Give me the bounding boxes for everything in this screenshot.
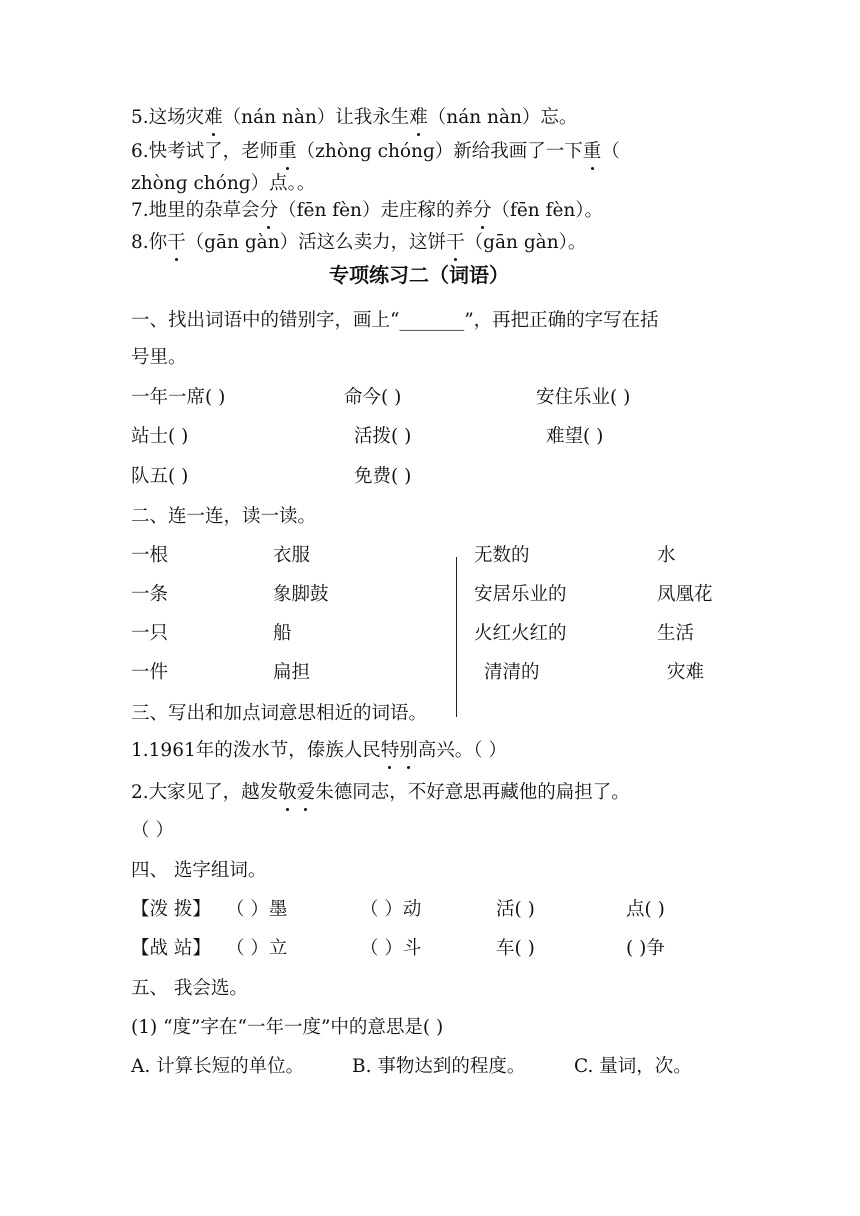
match-left-measure: 一根 <box>131 545 169 566</box>
q8-text: 8.你 <box>131 232 168 253</box>
question-6 <box>131 140 620 164</box>
q8-dotted-char: 干 <box>167 232 186 253</box>
section5-q1: (1) “度”字在“一年一度”中的意思是( ) <box>131 1017 444 1038</box>
word-blank: （ ）动 <box>360 899 422 920</box>
q8-dotted-char: 干 <box>446 232 465 253</box>
match-right-noun: 凤凰花 <box>657 584 713 605</box>
word-blank: （ ）斗 <box>360 938 422 959</box>
q5-text: （nán nàn）让我永生 <box>222 107 410 128</box>
divider-line <box>456 557 457 717</box>
match-right-adj: 清清的 <box>484 662 540 683</box>
option-a: A. 计算长短的单位。 <box>131 1056 305 1077</box>
q6-text: （zhònɡ chónɡ）新给我画了一下 <box>296 141 583 162</box>
q7-text: 7.地里的杂草会 <box>131 200 260 221</box>
q6-dotted-char: 重 <box>582 141 602 162</box>
q5-text: 5.这场灾 <box>131 107 205 128</box>
match-left-noun: 衣服 <box>273 545 311 566</box>
question-6-cont: zhònɡ chónɡ）点。。 <box>131 173 316 194</box>
match-left-measure: 一件 <box>131 662 169 683</box>
word-blank: （ ）立 <box>226 938 288 959</box>
question-7 <box>131 199 603 223</box>
word-blank: 点( ) <box>626 899 665 920</box>
section3-heading: 三、写出和加点词意思相近的词语。 <box>131 703 428 724</box>
q2-dotted-char: 爱 <box>296 782 316 803</box>
match-right-noun: 生活 <box>657 623 695 644</box>
q6-dotted-char: 重 <box>278 141 297 162</box>
question-8 <box>131 231 586 255</box>
q7-dotted-char: 分 <box>259 200 279 221</box>
word-blank: 活( ) <box>496 899 535 920</box>
match-right-noun: 水 <box>657 545 676 566</box>
question-5 <box>131 106 577 130</box>
q1-text: 高兴。（ ） <box>417 740 507 761</box>
q1-dotted-char: 特 <box>380 740 400 761</box>
section5-heading: 五、 我会选。 <box>131 978 248 999</box>
choice-pair: 【泼 拨】 <box>131 899 211 920</box>
word-blank: ( )争 <box>626 938 665 959</box>
typo-word: 安住乐业( ) <box>536 387 631 408</box>
q1-text: 1.1961年的泼水节，傣族人民 <box>131 740 381 761</box>
match-right-noun: 灾难 <box>667 662 705 683</box>
match-right-adj: 安居乐业的 <box>474 584 567 605</box>
q5-text: （nán nàn）忘。 <box>427 107 578 128</box>
q5-dotted-char: 难 <box>409 107 428 128</box>
q2-dotted-char: 敬 <box>278 782 297 803</box>
page-title: 专项练习二（词语） <box>329 263 509 287</box>
section3-q2-blank: （ ） <box>131 820 174 841</box>
section2-heading: 二、连一连，读一读。 <box>131 506 317 527</box>
typo-word: 免费( ) <box>354 466 412 487</box>
typo-word: 站士( ) <box>131 426 189 447</box>
q6-text: 6.快考试了，老师 <box>131 141 279 162</box>
q7-dotted-char: 分 <box>472 200 492 221</box>
q7-text: （fēn fèn）。 <box>491 200 604 221</box>
section1-heading: 一、找出词语中的错别字，画上“_______”，再把正确的字写在括 <box>131 310 659 331</box>
typo-word: 活拨( ) <box>354 426 412 447</box>
q5-dotted-char: 难 <box>204 107 223 128</box>
choice-pair: 【战 站】 <box>131 938 211 959</box>
match-left-noun: 扁担 <box>273 662 311 683</box>
match-left-noun: 象脚鼓 <box>273 584 329 605</box>
q8-text: （gān gàn）活这么卖力，这饼 <box>185 232 447 253</box>
word-blank: 车( ) <box>496 938 535 959</box>
q1-dotted-char: 别 <box>399 740 418 761</box>
typo-word: 队五( ) <box>131 466 189 487</box>
section4-heading: 四、 选字组词。 <box>131 860 267 881</box>
section3-q2 <box>131 781 630 805</box>
match-right-adj: 无数的 <box>474 545 530 566</box>
q7-text: （fēn fèn）走庄稼的养 <box>278 200 473 221</box>
typo-word: 难望( ) <box>546 426 604 447</box>
section1-heading-cont: 号里。 <box>131 347 187 368</box>
q8-text: （gān gàn）。 <box>464 232 587 253</box>
match-left-noun: 船 <box>273 623 292 644</box>
option-b: B. 事物达到的程度。 <box>352 1056 526 1077</box>
section3-q1 <box>131 739 507 763</box>
match-left-measure: 一条 <box>131 584 169 605</box>
q6-text: （ <box>601 141 620 162</box>
q2-text: 朱德同志，不好意思再藏他的扁担了。 <box>315 782 630 803</box>
typo-word: 命今( ) <box>344 387 402 408</box>
word-blank: （ ）墨 <box>226 899 288 920</box>
q2-text: 2.大家见了，越发 <box>131 782 279 803</box>
match-right-adj: 火红火红的 <box>474 623 567 644</box>
typo-word: 一年一席( ) <box>131 387 226 408</box>
option-c: C. 量词，次。 <box>574 1056 692 1077</box>
match-left-measure: 一只 <box>131 623 169 644</box>
